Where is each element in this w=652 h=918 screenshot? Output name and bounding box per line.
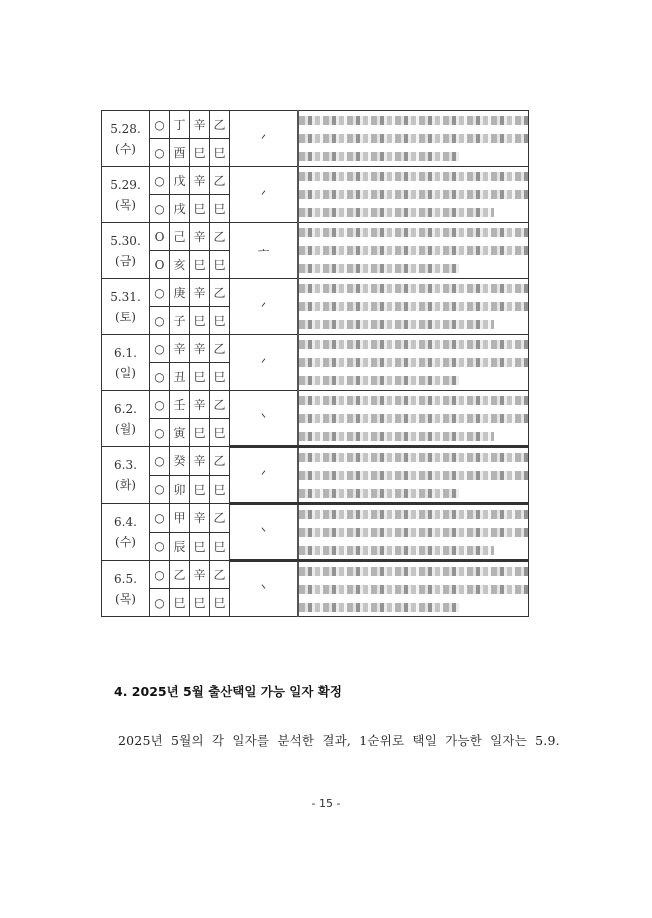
earthly-branch-cell: 子 xyxy=(170,307,190,335)
redacted-text-line xyxy=(299,432,494,441)
circle-mark-cell: ○ xyxy=(150,419,170,447)
date-cell xyxy=(102,335,150,391)
circle-mark-cell: ○ xyxy=(150,532,170,561)
heavenly-stem-cell: 辛 xyxy=(190,504,210,533)
heavenly-stem-cell: 庚 xyxy=(170,279,190,307)
earthly-branch-cell: 寅 xyxy=(170,419,190,447)
rating-mark-cell: ᐠ xyxy=(230,391,299,447)
weekday-label: (토) xyxy=(115,309,136,324)
date-label: 6.5. xyxy=(114,571,137,586)
date-label: 5.29. xyxy=(110,177,141,192)
earthly-branch-cell: 丑 xyxy=(170,363,190,391)
earthly-branch-cell: 巳 xyxy=(190,195,210,223)
heavenly-stem-cell: 乙 xyxy=(210,561,230,589)
redacted-text-line xyxy=(299,546,494,555)
heavenly-stem-cell: 乙 xyxy=(210,279,230,307)
rating-mark-cell: ᐟ xyxy=(230,447,299,504)
date-label: 6.1. xyxy=(114,345,137,360)
page-number: - 15 - xyxy=(311,797,341,810)
rating-mark-cell: ᐟ xyxy=(230,279,299,335)
redacted-text-line xyxy=(299,567,528,576)
rating-mark-cell: ᐟ xyxy=(230,111,299,167)
circle-mark-cell: ○ xyxy=(150,561,170,589)
date-label: 6.3. xyxy=(114,458,137,472)
table-row xyxy=(102,223,529,251)
earthly-branch-cell: 戌 xyxy=(170,195,190,223)
redacted-text-line xyxy=(299,264,459,273)
earthly-branch-cell: 巳 xyxy=(170,589,190,617)
rating-mark-cell: ᐠ xyxy=(230,504,299,561)
redacted-description-cell xyxy=(298,279,529,335)
redacted-text-block xyxy=(299,448,528,502)
circle-mark-cell: ○ xyxy=(150,504,170,533)
heavenly-stem-cell: 辛 xyxy=(190,561,210,589)
circle-mark-cell: O xyxy=(150,223,170,251)
table-row xyxy=(102,447,529,476)
heavenly-stem-cell: 乙 xyxy=(210,111,230,139)
heavenly-stem-cell: 辛 xyxy=(190,223,210,251)
heavenly-stem-cell: 乙 xyxy=(210,223,230,251)
weekday-label: (목) xyxy=(115,197,136,212)
redacted-description-cell xyxy=(298,504,529,561)
earthly-branch-cell: 巳 xyxy=(210,307,230,335)
earthly-branch-cell: 酉 xyxy=(170,139,190,167)
circle-mark-cell: ○ xyxy=(150,447,170,476)
redacted-text-line xyxy=(299,190,528,199)
earthly-branch-cell: 巳 xyxy=(210,532,230,561)
earthly-branch-cell: 巳 xyxy=(210,251,230,279)
heavenly-stem-cell: 甲 xyxy=(170,504,190,533)
earthly-branch-cell: 巳 xyxy=(190,419,210,447)
circle-mark-cell: ○ xyxy=(150,167,170,195)
table-row xyxy=(102,504,529,533)
heavenly-stem-cell: 辛 xyxy=(190,111,210,139)
redacted-text-block xyxy=(299,112,528,166)
heavenly-stem-cell: 丁 xyxy=(170,111,190,139)
table-row xyxy=(102,391,529,419)
earthly-branch-cell: 巳 xyxy=(210,589,230,617)
redacted-text-line xyxy=(299,489,459,498)
earthly-branch-cell: 亥 xyxy=(170,251,190,279)
weekday-label: (수) xyxy=(115,535,136,549)
earthly-branch-cell: 巳 xyxy=(210,195,230,223)
redacted-text-line xyxy=(299,246,528,255)
heavenly-stem-cell: 辛 xyxy=(190,391,210,419)
heavenly-stem-cell: 乙 xyxy=(210,504,230,533)
weekday-label: (수) xyxy=(115,141,136,156)
earthly-branch-cell: 巳 xyxy=(190,532,210,561)
heavenly-stem-cell: 壬 xyxy=(170,391,190,419)
redacted-text-block xyxy=(299,505,528,559)
redacted-text-line xyxy=(299,208,494,217)
redacted-text-line xyxy=(299,453,528,462)
table-row xyxy=(102,167,529,195)
earthly-branch-cell: 巳 xyxy=(210,139,230,167)
circle-mark-cell: ○ xyxy=(150,307,170,335)
date-cell xyxy=(102,223,150,279)
circle-mark-cell: ○ xyxy=(150,111,170,139)
date-label: 5.31. xyxy=(110,289,141,304)
redacted-description-cell xyxy=(298,561,529,617)
table-row xyxy=(102,335,529,363)
date-label: 6.4. xyxy=(114,515,137,529)
redacted-description-cell xyxy=(298,223,529,279)
date-cell xyxy=(102,279,150,335)
date-cell xyxy=(102,504,150,561)
redacted-text-line xyxy=(299,471,528,480)
redacted-text-line xyxy=(299,414,528,423)
circle-mark-cell: ○ xyxy=(150,335,170,363)
redacted-text-line xyxy=(299,116,528,125)
heavenly-stem-cell: 辛 xyxy=(190,167,210,195)
date-cell xyxy=(102,561,150,617)
earthly-branch-cell: 巳 xyxy=(190,363,210,391)
heavenly-stem-cell: 乙 xyxy=(210,391,230,419)
redacted-description-cell xyxy=(298,447,529,504)
redacted-text-line xyxy=(299,320,494,329)
weekday-label: (일) xyxy=(115,365,136,380)
heavenly-stem-cell: 乙 xyxy=(170,561,190,589)
redacted-description-cell xyxy=(298,111,529,167)
body-paragraph: 2025년 5월의 각 일자를 분석한 결과, 1순위로 택일 가능한 일자는 5.9. xyxy=(118,733,560,748)
redacted-text-line xyxy=(299,376,459,385)
heavenly-stem-cell: 乙 xyxy=(210,335,230,363)
table-row xyxy=(102,279,529,307)
heavenly-stem-cell: 癸 xyxy=(170,447,190,476)
redacted-text-line xyxy=(299,396,528,405)
redacted-text-block xyxy=(299,280,528,334)
earthly-branch-cell: 巳 xyxy=(210,363,230,391)
table-row xyxy=(102,561,529,589)
weekday-label: (화) xyxy=(115,478,136,492)
redacted-text-block xyxy=(299,391,528,445)
earthly-branch-cell: 卯 xyxy=(170,475,190,504)
rating-mark-cell: ᐠ xyxy=(230,561,299,617)
redacted-text-line xyxy=(299,152,459,161)
circle-mark-cell: O xyxy=(150,251,170,279)
earthly-branch-cell: 巳 xyxy=(210,419,230,447)
earthly-branch-cell: 辰 xyxy=(170,532,190,561)
redacted-text-line xyxy=(299,302,528,311)
earthly-branch-cell: 巳 xyxy=(190,139,210,167)
weekday-label: (목) xyxy=(115,591,136,606)
rating-mark-cell: ᐟ xyxy=(230,167,299,223)
date-label: 5.28. xyxy=(110,121,141,136)
redacted-text-line xyxy=(299,134,528,143)
heavenly-stem-cell: 辛 xyxy=(190,279,210,307)
rating-mark-cell: ᐟ xyxy=(230,335,299,391)
date-cell xyxy=(102,391,150,447)
circle-mark-cell: ○ xyxy=(150,279,170,307)
redacted-text-block xyxy=(299,168,528,222)
heavenly-stem-cell: 戊 xyxy=(170,167,190,195)
redacted-description-cell xyxy=(298,167,529,223)
heavenly-stem-cell: 己 xyxy=(170,223,190,251)
circle-mark-cell: ○ xyxy=(150,363,170,391)
table-row xyxy=(102,111,529,139)
date-cell xyxy=(102,111,150,167)
redacted-text-block xyxy=(299,336,528,390)
date-cell xyxy=(102,167,150,223)
circle-mark-cell: ○ xyxy=(150,195,170,223)
earthly-branch-cell: 巳 xyxy=(210,475,230,504)
redacted-text-line xyxy=(299,228,528,237)
circle-mark-cell: ○ xyxy=(150,139,170,167)
redacted-text-block xyxy=(299,224,528,278)
heavenly-stem-cell: 辛 xyxy=(170,335,190,363)
earthly-branch-cell: 巳 xyxy=(190,589,210,617)
weekday-label: (금) xyxy=(115,253,136,268)
earthly-branch-cell: 巳 xyxy=(190,251,210,279)
weekday-label: (월) xyxy=(115,421,136,436)
redacted-text-line xyxy=(299,528,528,537)
redacted-description-cell xyxy=(298,335,529,391)
date-cell xyxy=(102,447,150,504)
heavenly-stem-cell: 乙 xyxy=(210,167,230,195)
redacted-text-line xyxy=(299,585,528,594)
date-label: 5.30. xyxy=(110,233,141,248)
circle-mark-cell: ○ xyxy=(150,589,170,617)
earthly-branch-cell: 巳 xyxy=(190,475,210,504)
date-analysis-table xyxy=(101,110,529,617)
heavenly-stem-cell: 乙 xyxy=(210,447,230,476)
redacted-text-line xyxy=(299,510,528,519)
heavenly-stem-cell: 辛 xyxy=(190,447,210,476)
redacted-text-line xyxy=(299,340,528,349)
heavenly-stem-cell: 辛 xyxy=(190,335,210,363)
earthly-branch-cell: 巳 xyxy=(190,307,210,335)
redacted-text-line xyxy=(299,172,528,181)
rating-mark-cell: ᅩ xyxy=(230,223,299,279)
redacted-text-line xyxy=(299,284,528,293)
redacted-description-cell xyxy=(298,391,529,447)
section-heading: 4. 2025년 5월 출산택일 가능 일자 확정 xyxy=(114,684,342,699)
redacted-text-block xyxy=(299,562,528,616)
circle-mark-cell: ○ xyxy=(150,475,170,504)
redacted-text-line xyxy=(299,358,528,367)
date-label: 6.2. xyxy=(114,401,137,416)
redacted-text-line xyxy=(299,603,459,612)
circle-mark-cell: ○ xyxy=(150,391,170,419)
